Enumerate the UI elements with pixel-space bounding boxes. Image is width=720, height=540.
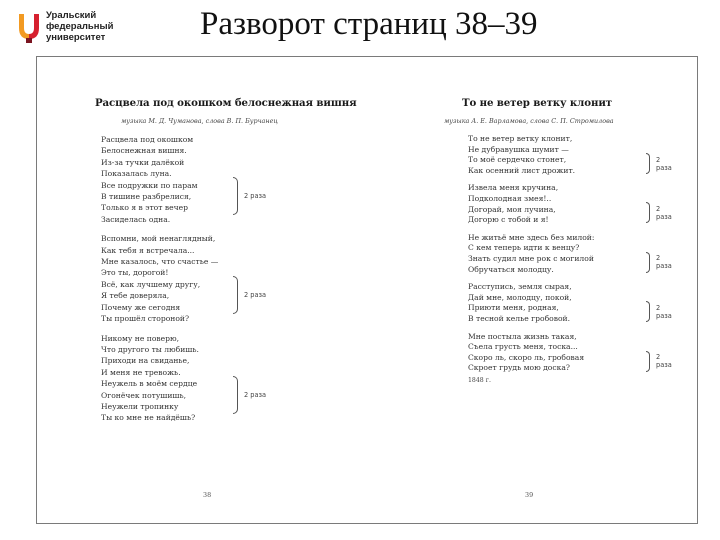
page-spread — [36, 56, 698, 524]
lyric-line: Мне казалось, что счастье — — [101, 257, 219, 267]
lyric-line: Приюти меня, родная, — [468, 303, 559, 313]
logo-line: федеральный — [46, 21, 114, 32]
logo-line: университет — [46, 32, 106, 43]
lyric-line: То моё сердечко стонет, — [468, 155, 567, 165]
lyric-line: С кем теперь идти к венцу? — [468, 243, 580, 253]
lyric-line: Скроет грудь мою доска? — [468, 363, 570, 373]
stanza — [95, 233, 355, 324]
lyric-line: Неужель в моём сердце — [101, 379, 198, 389]
lyric-line: Обручаться молодцу. — [468, 264, 554, 274]
lyric-line: Я тебе доверяла, — [101, 291, 170, 301]
lyric-line: Съела грусть меня, тоска... — [468, 342, 578, 352]
lyric-line: Это ты, дорогой! — [101, 268, 169, 278]
lyric-line: Белоснежная вишня. — [101, 146, 187, 156]
repeat-marker — [233, 177, 266, 215]
lyric-line: Что другого ты любишь. — [101, 344, 199, 354]
repeat-marker — [233, 276, 266, 314]
page-number-right: 39 — [525, 491, 534, 499]
repeat-label: 2 раза — [656, 254, 672, 271]
lyric-line: Догорай, моя лучина, — [468, 204, 556, 214]
stanza — [95, 333, 355, 424]
brace-icon — [646, 153, 650, 174]
repeat-marker — [646, 252, 673, 273]
lyric-line: Всё, как лучшему другу, — [101, 279, 201, 289]
brace-icon — [233, 276, 238, 314]
lyric-line: Как осенний лист дрожит. — [468, 165, 576, 175]
lyric-line: То не ветер ветку клонит, — [468, 134, 573, 143]
repeat-label: 2 раза — [244, 192, 267, 200]
stanza — [402, 183, 672, 225]
page-number-left: 38 — [203, 491, 212, 499]
stanza — [402, 331, 672, 374]
lyric-line: Знать судил мне рок с могилой — [468, 253, 594, 263]
lyric-line: Мне постыла жизнь такая, — [468, 331, 577, 341]
repeat-marker — [646, 301, 673, 322]
right-page — [402, 97, 672, 384]
repeat-label: 2 раза — [656, 353, 672, 369]
lyric-line: Приходи на свиданье, — [101, 356, 190, 366]
repeat-label: 2 раза — [244, 291, 267, 300]
brace-icon — [233, 177, 238, 215]
lyric-line: Из-за тучки далёкой — [101, 157, 185, 167]
lyric-line: Подколодная змея!.. — [468, 193, 552, 203]
song-credit: музыка А. Е. Варламова, слова С. П. Стромилова — [444, 117, 614, 125]
lyric-line: Не дубравушка шумит — — [468, 144, 569, 154]
lyric-line: В тишине разбрелися, — [101, 192, 192, 202]
brace-icon — [646, 252, 650, 273]
brace-icon — [233, 376, 238, 414]
lyric-line: Догорю с тобой и я! — [468, 215, 549, 225]
lyric-line: Неужели тропинку — [101, 401, 179, 411]
lyric-line: Расступись, земля сырая, — [468, 282, 572, 292]
slide-title: Разворот страниц 38–39 — [200, 6, 538, 42]
logo-text — [46, 10, 132, 43]
song-title: Расцвела под окошком белоснежная вишня — [95, 97, 357, 109]
urfu-logo — [18, 10, 128, 46]
lyric-line: Только я в этот вечер — [101, 203, 189, 213]
stanza — [95, 134, 355, 225]
urfu-emblem-icon — [18, 12, 40, 44]
lyric-line: Скоро ль, скоро ль, гробовая — [468, 352, 585, 362]
lyric-line: Почему же сегодня — [101, 302, 181, 312]
repeat-label: 2 раза — [244, 390, 267, 399]
lyric-line: И меня не тревожь. — [101, 367, 181, 377]
lyric-line: Не житьё мне здесь без милой: — [468, 232, 595, 242]
lyric-line: Показалась луна. — [101, 169, 172, 179]
lyric-line: Все подружки по парам — [101, 180, 198, 190]
stanza — [402, 282, 672, 324]
repeat-marker — [646, 202, 673, 223]
logo-line: Уральский — [46, 10, 97, 21]
brace-icon — [646, 202, 650, 223]
repeat-label: 2 раза — [656, 204, 672, 221]
repeat-marker — [233, 376, 266, 414]
song-title: То не ветер ветку клонит — [462, 97, 612, 109]
lyric-line: Расцвела под окошком — [101, 135, 194, 144]
verses — [402, 134, 672, 374]
lyric-line: Засиделась одна. — [101, 214, 171, 224]
brace-icon — [646, 301, 650, 322]
brace-icon — [646, 351, 650, 372]
lyric-line: Ты ко мне не найдёшь? — [101, 413, 196, 423]
left-page — [95, 97, 355, 432]
lyric-line: Извела меня кручина, — [468, 183, 559, 193]
lyric-line: Никому не поверю, — [101, 333, 180, 343]
repeat-marker — [646, 153, 673, 174]
song-credit: музыка М. Д. Чуманова, слова В. П. Бурчанец — [121, 117, 278, 125]
verses — [95, 134, 355, 424]
repeat-label: 2 раза — [656, 303, 672, 320]
repeat-label: 2 раза — [656, 155, 672, 172]
lyric-line: Дай мне, молодцу, покой, — [468, 292, 572, 302]
stanza — [402, 134, 672, 176]
lyric-line: Огонёчек потушишь, — [101, 390, 187, 400]
lyric-line: Как тебя я встречала... — [101, 245, 195, 255]
lyric-line: Ты прошёл стороной? — [101, 314, 190, 324]
repeat-marker — [646, 351, 673, 372]
lyric-line: В тесной келье гробовой. — [468, 313, 571, 323]
stanza — [402, 232, 672, 275]
year-mark: 1848 г. — [468, 376, 491, 384]
lyric-line: Вспомни, мой ненаглядный, — [101, 234, 216, 244]
